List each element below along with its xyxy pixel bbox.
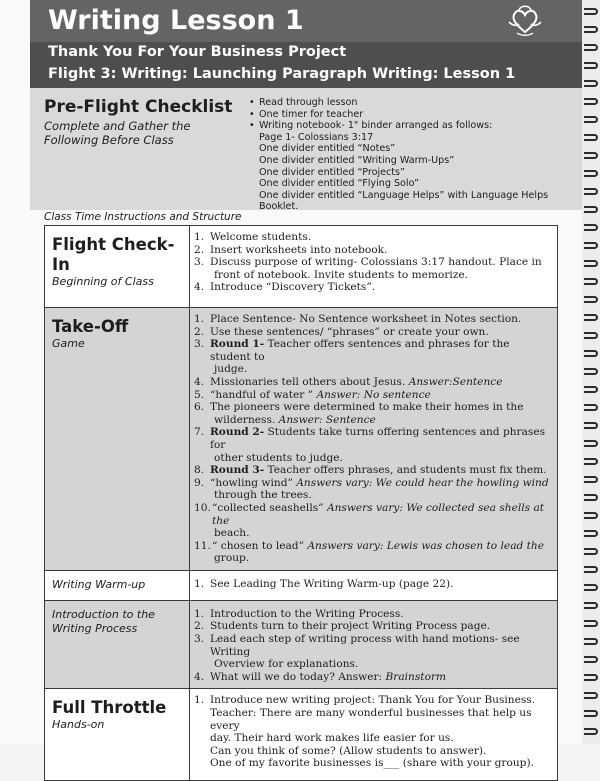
spiral-coil: [584, 8, 598, 15]
list-item: 4. Missionaries tell others about Jesus. Answer:Sentence: [194, 375, 503, 388]
list-item-cont: judge.: [214, 363, 248, 376]
preflight-title: Pre-Flight Checklist: [44, 97, 233, 117]
checklist-item: One divider entitled “Flying Solo”: [259, 178, 420, 190]
list-item: 1. Introduction to the Writing Process.: [194, 607, 404, 620]
checklist-item: • One timer for teacher: [249, 109, 579, 121]
table-row: [45, 600, 558, 689]
spiral-coil: [584, 512, 598, 519]
spiral-coil: [584, 386, 598, 393]
list-item-cont: other students to judge.: [214, 451, 343, 464]
spiral-coil: [584, 170, 598, 177]
list-item: 6. The pioneers were determined to make their homes in the: [194, 401, 524, 414]
section-steps-cell: [190, 226, 558, 308]
steps-list: [194, 231, 551, 294]
list-item: 5. “handful of water ” Answer: No sentence: [194, 388, 431, 401]
script-line: One of my favorite businesses is___ (share with your group).: [210, 757, 534, 770]
section-label-cell: [45, 308, 190, 571]
spiral-coil: [584, 638, 598, 645]
list-item: 1. Introduce new writing project: Thank You for Your Business.: [194, 694, 536, 707]
spiral-coil: [584, 350, 598, 357]
spiral-coil: [584, 494, 598, 501]
table-row: [45, 226, 558, 308]
spiral-coil: [584, 188, 598, 195]
checklist-item: One divider entitled “Writing Warm-Ups”: [259, 154, 455, 166]
list-item: 7. Round 2- Students take turns offering sentences and phrases for: [194, 426, 546, 451]
section-subtitle: Game: [52, 337, 85, 350]
spiral-coil: [584, 530, 598, 537]
spiral-coil: [584, 620, 598, 627]
spiral-coil: [584, 314, 598, 321]
spiral-coil: [584, 458, 598, 465]
section-label-cell: [45, 226, 190, 308]
section-label-cell: [45, 600, 190, 689]
list-item-cont: wilderness. Answer: Sentence: [214, 413, 376, 426]
steps-list: [194, 578, 551, 591]
spiral-coil: [584, 476, 598, 483]
section-steps-cell: [190, 689, 558, 781]
checklist-item: • Writing notebook- 1" binder arranged as follows:: [249, 120, 579, 132]
spiral-coil: [584, 692, 598, 699]
script-line: Teacher: There are many wonderful businesses that help us every: [210, 707, 532, 732]
section-title: Writing Warm-up: [52, 577, 146, 591]
section-steps-cell: [190, 308, 558, 571]
spiral-coil: [584, 440, 598, 447]
steps-list: [194, 608, 551, 684]
spiral-coil: [584, 368, 598, 375]
spiral-coil: [584, 98, 598, 105]
list-item: 9. “howling wind” Answers vary: We could hear the howling wind: [194, 476, 549, 489]
checklist-item: Booklet.: [259, 201, 299, 213]
section-label-cell: [45, 570, 190, 600]
checklist-item: • Read through lesson: [249, 97, 579, 109]
spiral-coil: [584, 584, 598, 591]
list-item: 2. Use these sentences/ “phrases” or create your own.: [194, 325, 489, 338]
spiral-coil: [584, 422, 598, 429]
list-item: 1. See Leading The Writing Warm-up (page 22).: [194, 577, 454, 590]
spiral-coil: [584, 206, 598, 213]
spiral-coil: [584, 260, 598, 267]
list-item: 2. Students turn to their project Writing Process page.: [194, 620, 491, 633]
section-steps-cell: [190, 570, 558, 600]
spiral-coil: [584, 566, 598, 573]
spiral-coil: [584, 710, 598, 717]
lesson-structure-table: [44, 225, 558, 781]
list-item: 4. What will we do today? Answer: Brainstorm: [194, 670, 447, 683]
list-item: 3. Round 1- Teacher offers sentences and phrases for the student to: [194, 338, 510, 363]
list-item: 2. Insert worksheets into notebook.: [194, 243, 388, 256]
section-label-cell: [45, 689, 190, 781]
preflight-subtitle: Complete and Gather the Following Before Class: [44, 119, 191, 147]
spiral-coil: [584, 80, 598, 87]
table-row: [45, 570, 558, 600]
section-title: Flight Check-In: [52, 235, 175, 274]
list-item: 3. Lead each step of writing process with hand motions- see Writing: [194, 633, 520, 658]
script-line: day. Their hard work makes life easier for us.: [210, 732, 454, 745]
spiral-coil: [584, 242, 598, 249]
spiral-coil: [584, 602, 598, 609]
section-subtitle: Hands-on: [52, 718, 105, 732]
flight-title: Flight 3: Writing: Launching Paragraph Writing: Lesson 1: [48, 66, 516, 82]
preflight-checklist: [249, 97, 579, 213]
steps-list: [194, 313, 551, 565]
section-title: Introduction to the Writing Process: [52, 607, 155, 635]
list-item-cont: front of notebook. Invite students to memorize.: [214, 268, 469, 281]
list-item: 11. “ chosen to lead” Answers vary: Lewis was chosen to lead the: [194, 539, 545, 552]
list-item: 1. Place Sentence- No Sentence worksheet in Notes section.: [194, 313, 522, 325]
checklist-item: One divider entitled “Language Helps” with Language Helps: [259, 189, 549, 201]
list-item-cont: Overview for explanations.: [214, 658, 359, 671]
spiral-coil: [584, 656, 598, 663]
table-row: [45, 689, 558, 781]
section-steps-cell: [190, 600, 558, 689]
steps-list: [194, 694, 551, 707]
table-row: [45, 308, 558, 571]
teacher-script: [194, 707, 551, 770]
spiral-coil: [584, 332, 598, 339]
spiral-coil: [584, 116, 598, 123]
section-title: Take-Off: [52, 317, 129, 336]
spiral-coil: [584, 278, 598, 285]
class-time-label: Class Time Instructions and Structure: [44, 211, 242, 223]
checklist-item: One divider entitled “Projects”: [259, 166, 406, 178]
spiral-coil: [584, 296, 598, 303]
project-title: Thank You For Your Business Project: [48, 44, 347, 60]
spiral-coil: [584, 224, 598, 231]
checklist-item: One divider entitled “Notes”: [259, 143, 396, 155]
list-item: 1. Welcome students.: [194, 231, 312, 243]
list-item-cont: through the trees.: [214, 489, 312, 502]
section-subtitle: Beginning of Class: [52, 275, 154, 288]
list-item-cont: beach.: [214, 527, 250, 540]
checklist-item: Page 1- Colossians 3:17: [259, 131, 374, 143]
spiral-coil: [584, 548, 598, 555]
spiral-coil: [584, 62, 598, 69]
spiral-coil: [584, 26, 598, 33]
spiral-coil: [584, 674, 598, 681]
list-item: 8. Round 3- Teacher offers phrases, and students must fix them.: [194, 464, 547, 477]
list-item: 10. “collected seashells” Answers vary: We collected sea shells at the: [194, 501, 545, 527]
spiral-binding: [582, 0, 600, 744]
script-line: Can you think of some? (Allow students to answer).: [210, 744, 487, 757]
spiral-coil: [584, 728, 598, 735]
list-item: 4. Introduce “Discovery Tickets”.: [194, 281, 376, 294]
section-title: Full Throttle: [52, 698, 167, 718]
spiral-coil: [584, 404, 598, 411]
spiral-coil: [584, 44, 598, 51]
list-item-cont: group.: [214, 552, 250, 565]
spiral-coil: [584, 134, 598, 141]
heart-wings-logo-icon: [505, 2, 545, 38]
page-title: Writing Lesson 1: [48, 5, 304, 36]
list-item: 3. Discuss purpose of writing- Colossians 3:17 handout. Place in: [194, 256, 542, 269]
spiral-coil: [584, 152, 598, 159]
